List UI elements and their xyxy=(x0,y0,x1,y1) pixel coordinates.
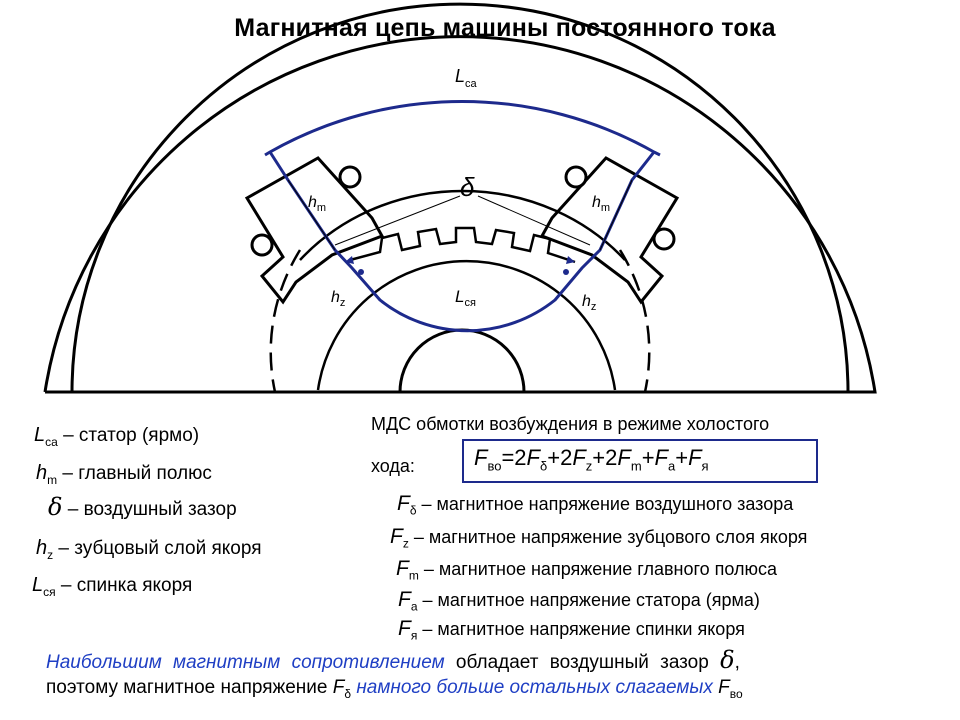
legend-Lca: $L_{са}$ – статор (ярмо) xyxy=(34,424,200,449)
term-Fm: $F_m$ – магнитное напряжение главного полюса xyxy=(396,557,778,583)
legend-hm: $h_m$ – главный полюс xyxy=(36,462,212,487)
legend-delta: δ – воздушный зазор xyxy=(48,493,237,521)
legend-hz: $h_z$ – зубцовый слой якоря xyxy=(36,537,262,562)
term-Fa: $F_a$ – магнитное напряжение статора (ярма) xyxy=(398,588,760,614)
label-hz-left: $h_z$ xyxy=(331,289,346,309)
term-Fdelta: $F_\delta$ – магнитное напряжение воздушного зазора xyxy=(397,492,794,518)
conclusion-line1: Наибольшим магнитным сопротивлением обладает воздушный зазор δ, xyxy=(46,646,740,674)
shaft xyxy=(400,330,524,392)
armature-teeth xyxy=(350,228,575,262)
mds-caption-end: хода: xyxy=(371,456,415,476)
page-title: Магнитная цепь машины постоянного тока xyxy=(234,14,776,42)
gap-markers xyxy=(345,256,575,275)
mds-caption: МДС обмотки возбуждения в режиме холостого xyxy=(371,414,770,434)
stator-outer-arc xyxy=(45,37,875,392)
label-Lca: $L_{са}$ xyxy=(455,66,477,90)
term-Fz: $F_z$ – магнитное напряжение зубцового слоя якоря xyxy=(390,525,808,551)
label-Lcya: $L_{ся}$ xyxy=(455,287,476,309)
conclusion-line2: поэтому магнитное напряжение $F_\delta$ намного больше остальных слагаемых $F_{во}$ xyxy=(46,677,743,701)
term-Fya: $F_я$ – магнитное напряжение спинки якоря xyxy=(398,617,745,643)
label-hm-left: $h_m$ xyxy=(308,194,327,214)
legend-Lcya: $L_{ся}$ – спинка якоря xyxy=(32,574,193,599)
label-hz-right: $h_z$ xyxy=(582,293,597,313)
mds-formula: $F_{во}=2F_\delta+2F_z+2F_m+F_a+F_я$ xyxy=(462,439,818,483)
label-delta: δ xyxy=(460,172,475,202)
label-hm-right: $h_m$ xyxy=(592,194,611,214)
